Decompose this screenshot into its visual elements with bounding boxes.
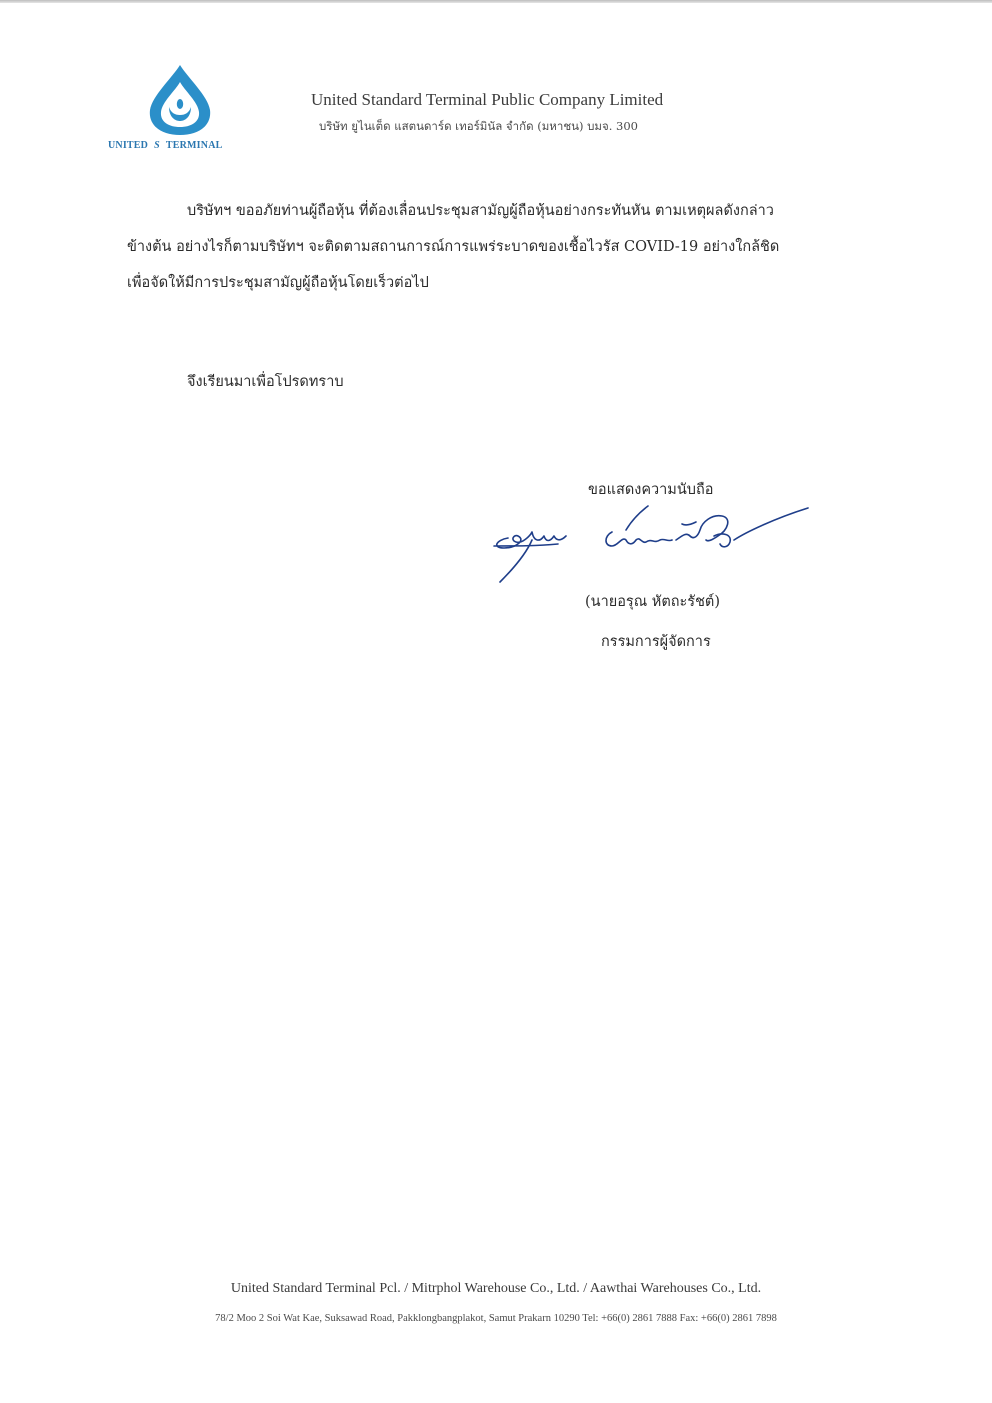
logo-caption — [108, 140, 254, 151]
body-line-3: เพื่อจัดให้มีการประชุมสามัญผู้ถือหุ้นโดยเร็วต่อไป — [127, 275, 429, 291]
letter-body — [127, 193, 867, 301]
logo-caption-left: UNITED — [108, 140, 149, 151]
signer-title: กรรมการผู้จัดการ — [601, 634, 711, 650]
signer-name: (นายอรุณ หัตถะรัชต์) — [585, 594, 721, 610]
water-drop-logo-icon — [142, 62, 218, 138]
footer-address: 78/2 Moo 2 Soi Wat Kae, Suksawad Road, Pakklongbangplakot, Samut Prakarn 10290 Tel: +66(0) 2861 7888 Fax: +66(0) 2861 7898 — [215, 1313, 777, 1324]
logo-caption-mark: S — [154, 140, 160, 151]
logo-caption-right: TERMINAL — [165, 140, 223, 151]
company-name-english: United Standard Terminal Public Company Limited — [311, 90, 664, 109]
footer-companies: United Standard Terminal Pcl. / Mitrphol Warehouse Co., Ltd. / Aawthai Warehouses Co., Ltd. — [230, 1281, 762, 1296]
top-border-rule — [0, 0, 992, 3]
body-line-2: ข้างต้น อย่างไรก็ตามบริษัทฯ จะติดตามสถานการณ์การแพร่ระบาดของเชื้อไวรัส COVID-19 อย่างใกล้ชิด — [127, 239, 780, 255]
handwritten-signature — [486, 496, 816, 588]
body-line-1: บริษัทฯ ขออภัยท่านผู้ถือหุ้น ที่ต้องเลื่อนประชุมสามัญผู้ถือหุ้นอย่างกระทันหัน ตามเหตุผลดังกล่าว — [187, 203, 774, 219]
company-name-thai: บริษัท ยูไนเต็ด แสตนดาร์ด เทอร์มินัล จำกัด (มหาชน) บมจ. 300 — [319, 119, 639, 133]
company-logo — [108, 62, 254, 158]
regards-line: ขอแสดงความนับถือ — [588, 482, 714, 498]
closing-sentence: จึงเรียนมาเพื่อโปรดทราบ — [187, 374, 344, 390]
